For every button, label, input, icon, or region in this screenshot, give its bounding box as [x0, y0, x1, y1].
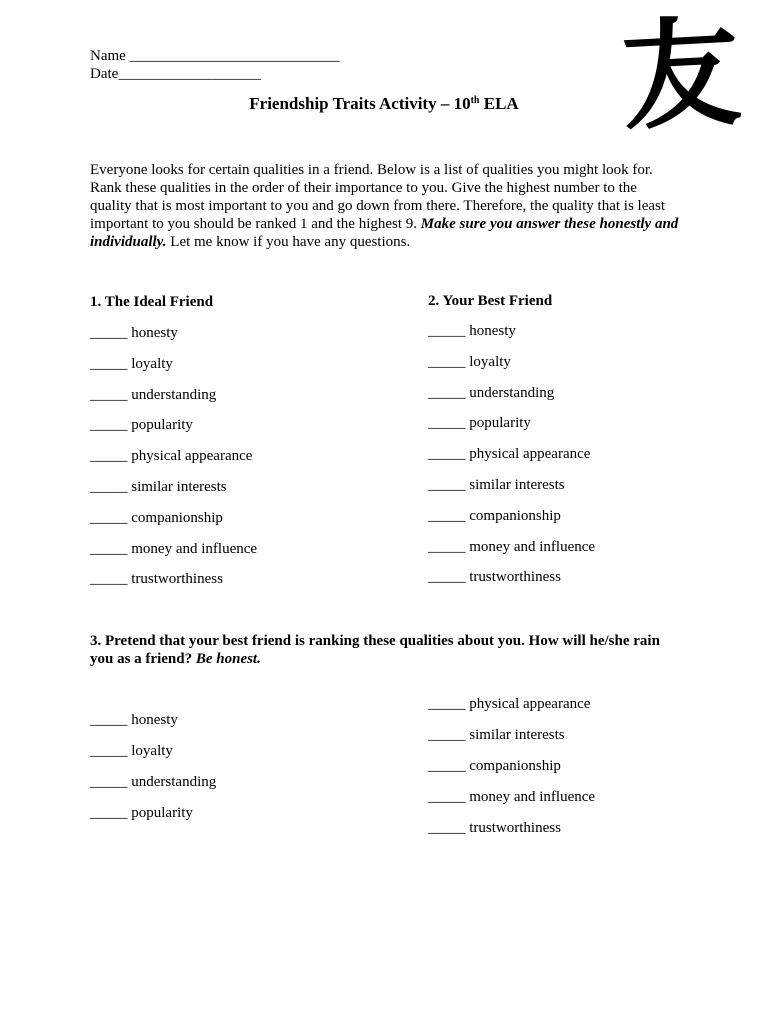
instructions-text: Everyone looks for certain qualities in a friend. Below is a list of qualities you might look for. Rank these qualities in the order of their importance to you. Give the highest number to the quality that is most important to you and go down from there. Therefore, the quality that is least important to you should be ranked 1 and the highest 9.	[90, 162, 666, 232]
quality-label: popularity	[131, 805, 193, 821]
quality-label: trustworthiness	[469, 569, 561, 586]
rank-blank[interactable]: _____	[90, 417, 128, 434]
section1-item	[90, 386, 216, 404]
instructions-emphasis: Make sure you answer these honestly and individually.	[90, 216, 679, 250]
section2-item	[428, 507, 561, 525]
title-superscript: th	[470, 95, 480, 106]
section2-item	[428, 445, 590, 463]
rank-blank[interactable]: _____	[90, 479, 128, 495]
section3-left-item	[90, 804, 193, 822]
section3-left-item	[90, 742, 173, 760]
rank-blank[interactable]: _____	[428, 323, 466, 339]
section2-item	[428, 568, 561, 586]
quality-label: understanding	[469, 384, 555, 401]
section1-item	[90, 355, 173, 373]
rank-blank[interactable]: _____	[90, 540, 128, 557]
section2-item	[428, 384, 554, 402]
section1-heading: 1. The Ideal Friend	[90, 294, 214, 310]
rank-blank[interactable]: _____	[90, 774, 128, 790]
rank-blank[interactable]: _____	[90, 743, 128, 759]
quality-label: understanding	[131, 386, 217, 403]
instructions-paragraph	[90, 161, 680, 251]
section3-left-item	[90, 773, 216, 791]
section3-right-item	[428, 726, 565, 744]
quality-label: popularity	[469, 415, 531, 432]
section3-emphasis: Be honest.	[195, 651, 261, 667]
quality-label: trustworthiness	[131, 571, 223, 588]
rank-blank[interactable]: _____	[428, 758, 466, 774]
instructions-closing: Let me know if you have any questions.	[170, 234, 411, 250]
section1-item	[90, 509, 223, 527]
quality-label: money and influence	[469, 789, 596, 805]
friend-kanji-logo: 友	[618, 2, 744, 147]
section3-right-item	[428, 788, 595, 806]
rank-blank[interactable]: _____	[90, 571, 128, 588]
title-end: ELA	[479, 94, 519, 113]
section1-item	[90, 478, 227, 496]
section1-item	[90, 540, 257, 558]
name-field[interactable]: Name ____________________________	[90, 48, 340, 64]
quality-label: similar interests	[469, 477, 565, 493]
rank-blank[interactable]: _____	[90, 386, 128, 403]
section2-heading: 2. Your Best Friend	[428, 293, 553, 309]
quality-label: similar interests	[131, 479, 227, 495]
rank-blank[interactable]: _____	[90, 325, 128, 341]
rank-blank[interactable]: _____	[428, 415, 466, 432]
rank-blank[interactable]: _____	[428, 538, 466, 555]
rank-blank[interactable]: _____	[90, 355, 128, 372]
quality-label: companionship	[469, 758, 561, 774]
quality-label: money and influence	[131, 540, 258, 557]
rank-blank[interactable]: _____	[428, 696, 466, 712]
rank-blank[interactable]: _____	[428, 789, 466, 805]
rank-blank[interactable]: _____	[90, 448, 128, 465]
section3-prompt-text: 3. Pretend that your best friend is ranking these qualities about you. How will he/she rain you as a friend?	[90, 633, 660, 667]
section3-prompt	[90, 632, 680, 668]
section1-item	[90, 416, 193, 434]
rank-blank[interactable]: _____	[90, 712, 128, 728]
quality-label: physical appearance	[469, 446, 591, 463]
rank-blank[interactable]: _____	[428, 820, 466, 836]
quality-label: physical appearance	[469, 696, 591, 712]
quality-label: honesty	[469, 323, 516, 339]
quality-label: companionship	[469, 507, 561, 524]
section2-item	[428, 322, 516, 340]
rank-blank[interactable]: _____	[428, 353, 466, 370]
rank-blank[interactable]: _____	[428, 384, 466, 401]
quality-label: companionship	[131, 509, 223, 526]
quality-label: physical appearance	[131, 448, 253, 465]
section2-item	[428, 538, 595, 556]
section3-right-item	[428, 695, 590, 713]
date-field[interactable]: Date___________________	[90, 66, 261, 82]
quality-label: understanding	[131, 774, 217, 790]
section1-item	[90, 324, 178, 342]
quality-label: loyalty	[131, 355, 173, 372]
section2-item	[428, 353, 511, 371]
section3-right-item	[428, 819, 561, 837]
quality-label: honesty	[131, 325, 178, 341]
quality-label: loyalty	[469, 353, 511, 370]
rank-blank[interactable]: _____	[90, 509, 128, 526]
title-main: Friendship Traits Activity – 10	[249, 94, 471, 113]
quality-label: money and influence	[469, 538, 596, 555]
rank-blank[interactable]: _____	[428, 446, 466, 463]
quality-label: similar interests	[469, 727, 565, 743]
quality-label: trustworthiness	[469, 820, 561, 836]
rank-blank[interactable]: _____	[90, 805, 128, 821]
section3-right-item	[428, 757, 561, 775]
quality-label: popularity	[131, 417, 193, 434]
rank-blank[interactable]: _____	[428, 727, 466, 743]
section2-item	[428, 476, 565, 494]
quality-label: honesty	[131, 712, 178, 728]
rank-blank[interactable]: _____	[428, 569, 466, 586]
rank-blank[interactable]: _____	[428, 477, 466, 493]
section1-item	[90, 570, 223, 588]
quality-label: loyalty	[131, 743, 173, 759]
section2-item	[428, 414, 531, 432]
section1-item	[90, 447, 252, 465]
section3-left-item	[90, 711, 178, 729]
rank-blank[interactable]: _____	[428, 507, 466, 524]
